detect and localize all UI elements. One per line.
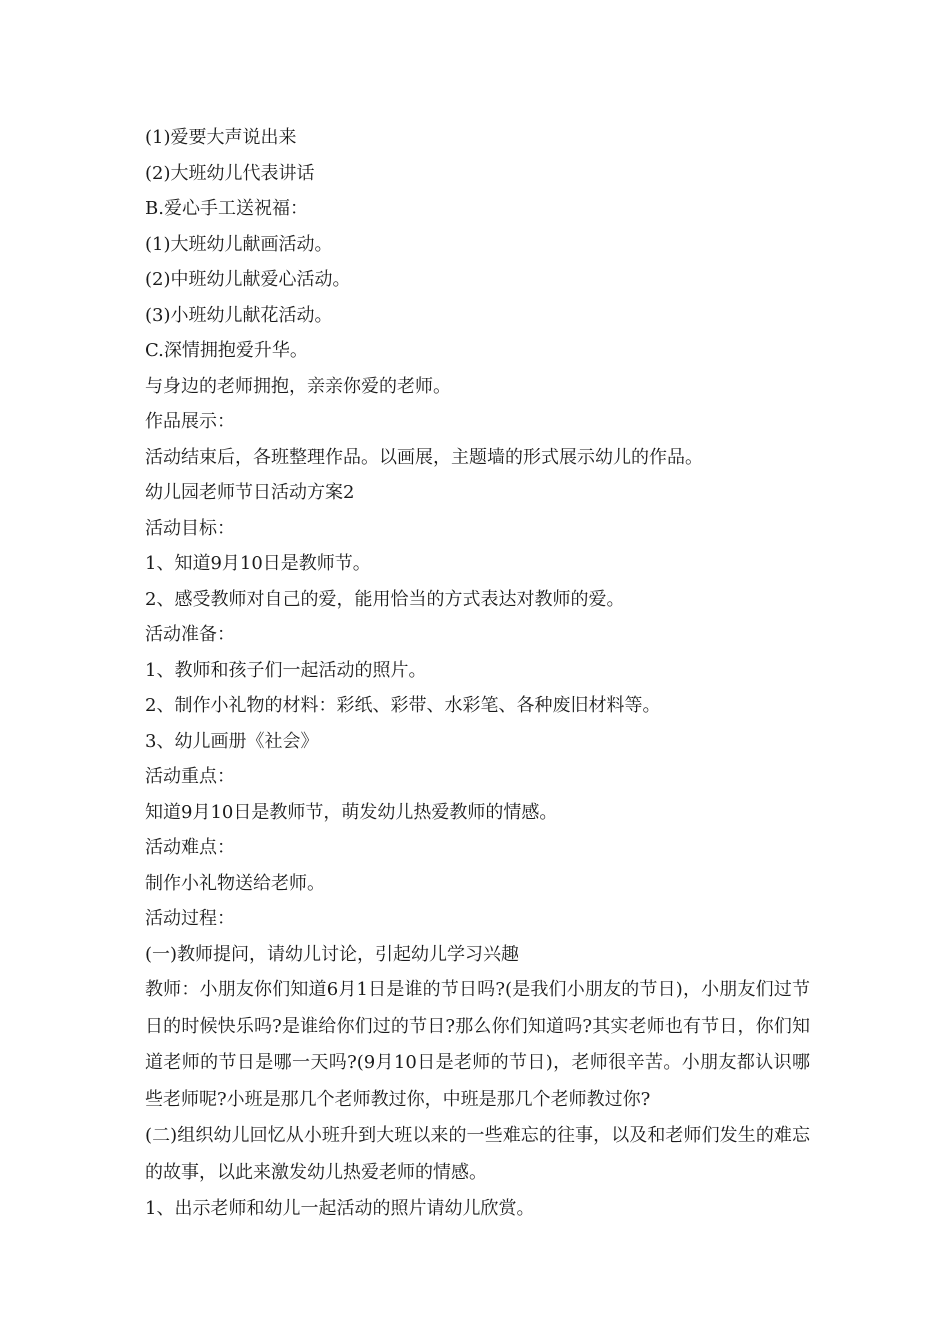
text-line: (2)大班幼儿代表讲话 xyxy=(145,162,315,184)
text-line: (2)中班幼儿献爱心活动。 xyxy=(145,269,351,290)
text-line: 3、幼儿画册《社会》 xyxy=(145,730,319,752)
paragraph: 教师：小朋友你们知道6月1日是谁的节日吗?(是我们小朋友的节日)，小朋友们过节日的时候快乐吗?是谁给你们过的节日?那么你们知道吗?其实老师也有节日，你们知道老师的节日是哪一天吗?(9月10日是老师的节日)，老师很辛苦。小朋友都认识哪些老师呢?小班是那几个老师教过你，中班是那几个老师教过你? xyxy=(145,979,810,1110)
text-line: 2、感受教师对自己的爱，能用恰当的方式表达对教师的爱。 xyxy=(145,588,625,610)
text-line: 1、教师和孩子们一起活动的照片。 xyxy=(145,659,427,681)
text-line: 1、知道9月10日是教师节。 xyxy=(145,553,371,574)
text-line: 活动结束后，各班整理作品。以画展，主题墙的形式展示幼儿的作品。 xyxy=(145,446,703,468)
section-heading: 活动准备： xyxy=(145,624,235,645)
text-line: 与身边的老师拥抱，亲亲你爱的老师。 xyxy=(145,375,451,397)
text-line: (一)教师提问，请幼儿讨论，引起幼儿学习兴趣 xyxy=(145,943,520,965)
text-line: 1、出示老师和幼儿一起活动的照片请幼儿欣赏。 xyxy=(145,1198,535,1219)
section-heading: 活动目标： xyxy=(145,517,235,539)
document-title: 幼儿园老师节日活动方案2 xyxy=(145,482,355,503)
text-line: (3)小班幼儿献花活动。 xyxy=(145,304,333,326)
text-line: (1)大班幼儿献画活动。 xyxy=(145,233,333,255)
section-heading: 活动难点： xyxy=(145,837,235,858)
text-line: 2、制作小礼物的材料：彩纸、彩带、水彩笔、各种废旧材料等。 xyxy=(145,695,661,716)
document-page xyxy=(145,120,810,1227)
text-line: 制作小礼物送给老师。 xyxy=(145,872,325,894)
section-heading: 活动过程： xyxy=(145,908,235,929)
text-line: 知道9月10日是教师节，萌发幼儿热爱教师的情感。 xyxy=(145,801,558,823)
text-line: (1)爱要大声说出来 xyxy=(145,127,297,148)
text-line: B.爱心手工送祝福： xyxy=(145,198,308,219)
section-heading: 活动重点： xyxy=(145,766,235,787)
paragraph: (二)组织幼儿回忆从小班升到大班以来的一些难忘的往事，以及和老师们发生的难忘的故事，以此来激发幼儿热爱老师的情感。 xyxy=(145,1125,810,1183)
section-heading: 作品展示： xyxy=(145,411,235,432)
text-line: C.深情拥抱爱升华。 xyxy=(145,340,308,361)
